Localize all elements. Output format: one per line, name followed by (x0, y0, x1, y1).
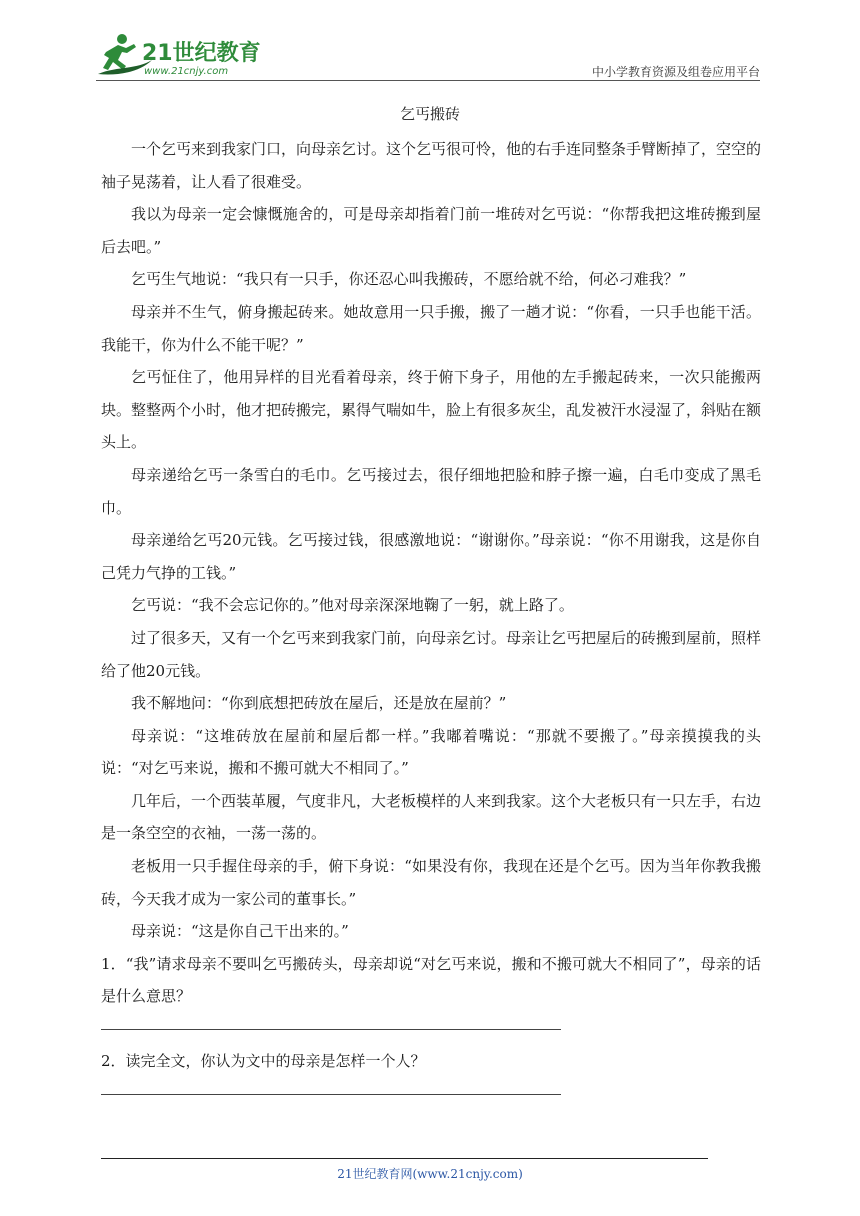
page-header (96, 30, 760, 82)
paragraph: 母亲并不生气，俯身搬起砖来。她故意用一只手搬，搬了一趟才说：“你看，一只手也能干活。我能干，你为什么不能干呢？” (101, 302, 761, 354)
footer-divider (101, 1158, 708, 1159)
question-2: 2．读完全文，你认为文中的母亲是怎样一个人？ (101, 1052, 426, 1071)
article-body (101, 133, 761, 1110)
footer-text: 21世纪教育网(www.21cnjy.com) (337, 1167, 523, 1181)
paragraph: 乞丐说：“我不会忘记你的。”他对母亲深深地鞠了一躬，就上路了。 (131, 596, 574, 615)
svg-text:21世纪教育: 21世纪教育 (142, 41, 261, 66)
article-title: 乞丐搬砖 (399, 105, 460, 123)
header-divider (96, 80, 760, 81)
paragraph: 我以为母亲一定会慷慨施舍的，可是母亲却指着门前一堆砖对乞丐说：“你帮我把这堆砖搬到屋后去吧。” (101, 205, 761, 256)
paragraph: 母亲递给乞丐20元钱。乞丐接过钱，很感激地说：“谢谢你。”母亲说：“你不用谢我，这是你自己凭力气挣的工钱。” (101, 531, 761, 582)
paragraph: 母亲说：“这是你自己干出来的。” (131, 922, 349, 941)
paragraph: 过了很多天，又有一个乞丐来到我家门前，向母亲乞讨。母亲让乞丐把屋后的砖搬到屋前，照样给了他20元钱。 (101, 628, 762, 680)
runner-logo-icon (96, 30, 266, 78)
paragraph: 几年后，一个西装革履，气度非凡，大老板模样的人来到我家。这个大老板只有一只左手，右边是一条空空的衣袖，一荡一荡的。 (101, 791, 762, 843)
paragraph: 母亲递给乞丐一条雪白的毛巾。乞丐接过去，很仔细地把脸和脖子擦一遍，白毛巾变成了黑毛巾。 (101, 465, 761, 517)
paragraph: 我不解地问：“你到底想把砖放在屋后，还是放在屋前？” (131, 694, 507, 713)
svg-text:www.21cnjy.com: www.21cnjy.com (144, 66, 229, 77)
answer-line-1[interactable] (101, 1013, 761, 1045)
paragraph: 一个乞丐来到我家门口，向母亲乞讨。这个乞丐很可怜，他的右手连同整条手臂断掉了，空空的袖子晃荡着，让人看了很难受。 (101, 140, 762, 191)
paragraph: 乞丐怔住了，他用异样的目光看着母亲，终于俯下身子，用他的左手搬起砖来，一次只能搬两块。整整两个小时，他才把砖搬完，累得气喘如牛，脸上有很多灰尘，乱发被汗水浸湿了，斜贴在额头上。 (101, 368, 762, 452)
platform-name: 中小学教育资源及组卷应用平台 (591, 65, 760, 79)
answer-line-2[interactable] (101, 1078, 761, 1110)
question-1: 1．“我”请求母亲不要叫乞丐搬砖头，母亲却说“对乞丐来说，搬和不搬可就大不相同了”，母亲的话是什么意思？ (101, 954, 761, 1006)
paragraph: 老板用一只手握住母亲的手，俯下身说：“如果没有你，我现在还是个乞丐。因为当年你教我搬砖，今天我才成为一家公司的董事长。” (101, 857, 761, 908)
paragraph: 母亲说：“这堆砖放在屋前和屋后都一样。”我嘟着嘴说：“那就不要搬了。”母亲摸摸我的头说：“对乞丐来说，搬和不搬可就大不相同了。” (101, 726, 761, 778)
paragraph: 乞丐生气地说：“我只有一只手，你还忍心叫我搬砖，不愿给就不给，何必刁难我？” (131, 270, 687, 289)
